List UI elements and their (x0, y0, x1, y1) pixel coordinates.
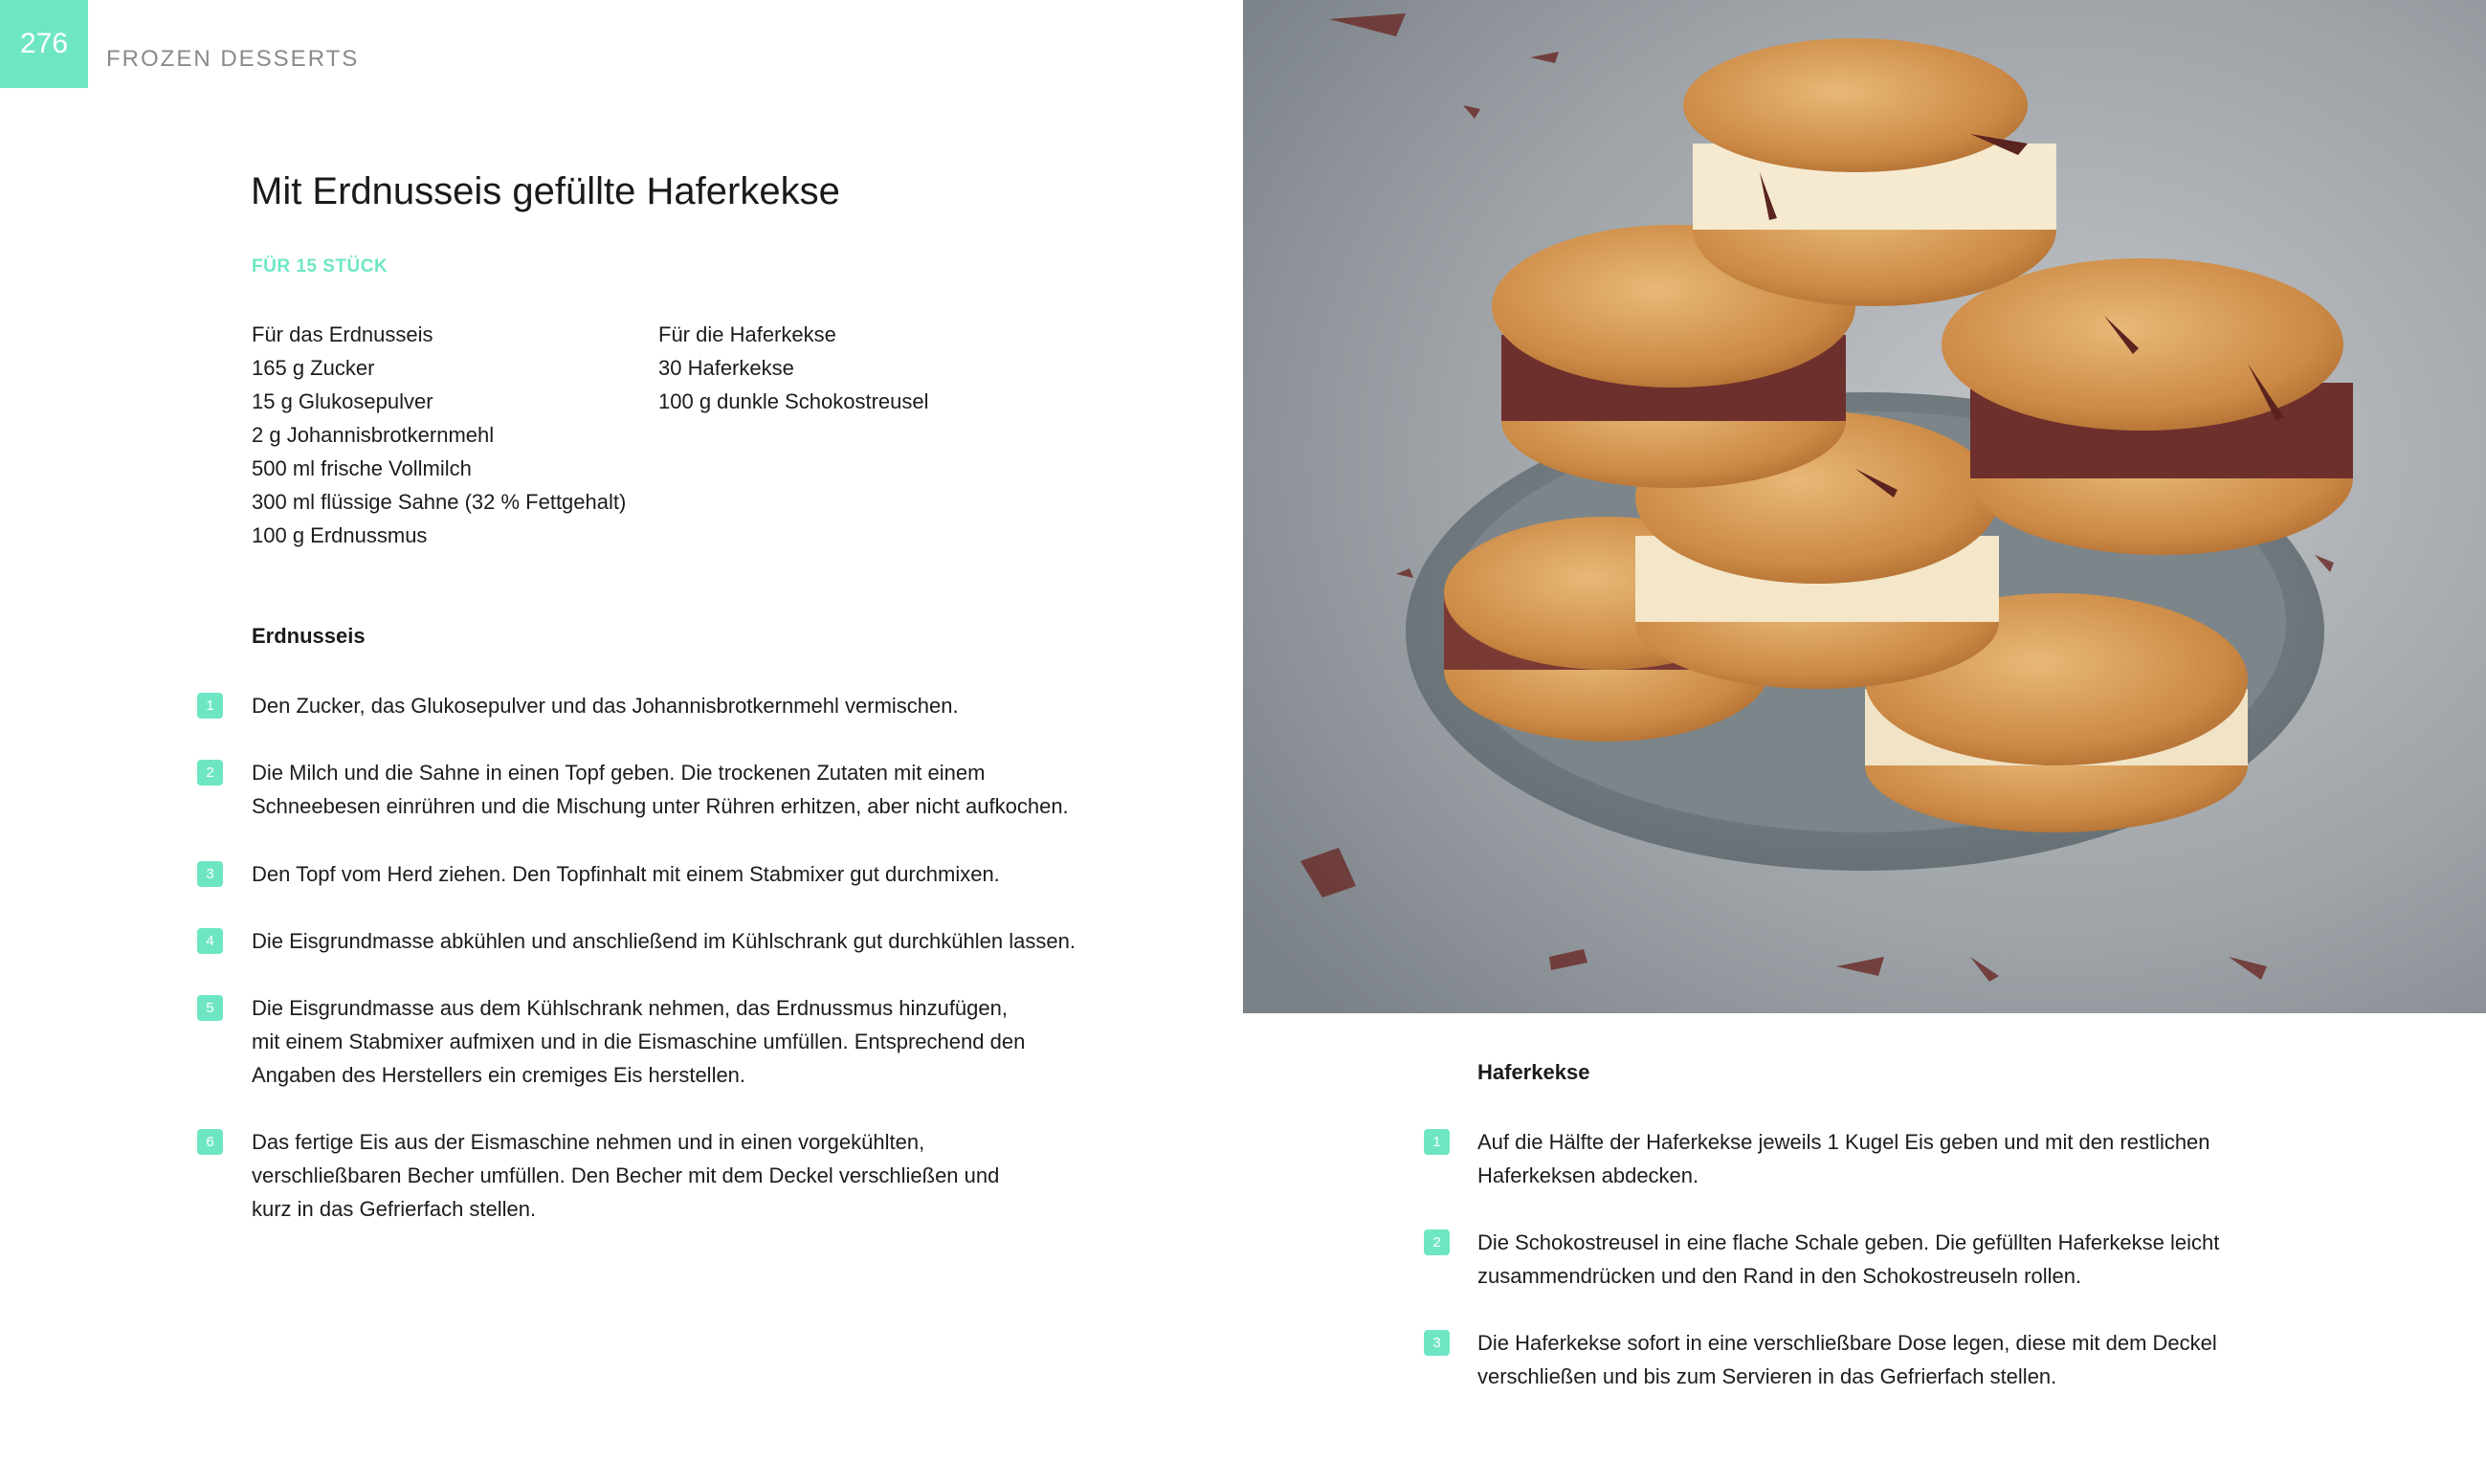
page-number: 276 (19, 28, 69, 59)
step-line: Den Topf vom Herd ziehen. Den Topfinhalt mit einem Stabmixer gut durchmixen. (252, 862, 1000, 886)
ingredient-item: 100 g Erdnussmus (252, 523, 428, 547)
ingredient-item: 500 ml frische Vollmilch (252, 456, 472, 480)
step-line: Auf die Hälfte der Haferkekse jeweils 1 Kugel Eis geben und mit den restlichen (1477, 1130, 2210, 1154)
ingredient-item: 2 g Johannisbrotkernmehl (252, 423, 495, 447)
ingredient-item: 100 g dunkle Schokostreusel (658, 389, 929, 413)
step-text (1477, 1125, 2210, 1192)
step-number-badge: 6 (197, 1129, 223, 1155)
ingredients-heading: Für die Haferkekse (658, 322, 836, 346)
subsection-heading-erdnusseis: Erdnusseis (252, 624, 366, 648)
step-line: kurz in das Gefrierfach stellen. (252, 1197, 537, 1221)
step-text (252, 924, 1076, 958)
section-title: FROZEN DESSERTS (106, 46, 360, 72)
step-number-badge: 4 (197, 928, 223, 954)
step-text (252, 991, 1025, 1092)
step-line: Die Milch und die Sahne in einen Topf geben. Die trockenen Zutaten mit einem (252, 761, 986, 785)
ingredients-column-cookies (658, 318, 1041, 418)
ingredient-item: 30 Haferkekse (658, 356, 794, 380)
step-line: Den Zucker, das Glukosepulver und das Johannisbrotkernmehl vermischen. (252, 694, 959, 718)
step-number-badge: 5 (197, 995, 223, 1021)
step-number-badge: 1 (1424, 1129, 1450, 1155)
cookie-sandwich-photo (1243, 0, 2486, 1013)
subsection-heading-haferkekse: Haferkekse (1477, 1060, 1590, 1084)
step-text (1477, 1326, 2217, 1393)
recipe-photo (1243, 0, 2486, 1013)
step-line: Das fertige Eis aus der Eismaschine nehmen und in einen vorgekühlten, (252, 1130, 925, 1154)
ingredient-item: 15 g Glukosepulver (252, 389, 433, 413)
step-line: mit einem Stabmixer aufmixen und in die Eismaschine umfüllen. Entsprechend den (252, 1030, 1026, 1053)
page-number-tab (0, 0, 88, 88)
ingredients-column-ice-cream (252, 318, 634, 552)
step-number-badge: 2 (197, 760, 223, 786)
step-line: verschließen und bis zum Servieren in das Gefrierfach stellen. (1477, 1364, 2057, 1388)
ingredient-item: 300 ml flüssige Sahne (32 % Fettgehalt) (252, 490, 627, 514)
step-line: Die Eisgrundmasse abkühlen und anschließend im Kühlschrank gut durchkühlen lassen. (252, 929, 1076, 953)
step-line: zusammendrücken und den Rand in den Schokostreuseln rollen. (1477, 1264, 2082, 1288)
step-text (252, 689, 959, 722)
servings-label: FÜR 15 STÜCK (252, 256, 388, 277)
step-text (252, 756, 1069, 823)
step-text (1477, 1226, 2219, 1293)
step-line: Haferkeksen abdecken. (1477, 1163, 1699, 1187)
ingredients-heading: Für das Erdnusseis (252, 322, 433, 346)
step-text (252, 1125, 999, 1226)
ingredient-item: 165 g Zucker (252, 356, 375, 380)
step-line: Schneebesen einrühren und die Mischung unter Rühren erhitzen, aber nicht aufkochen. (252, 794, 1069, 818)
step-number-badge: 3 (197, 861, 223, 887)
step-line: verschließbaren Becher umfüllen. Den Becher mit dem Deckel verschließen und (252, 1163, 1000, 1187)
step-text (252, 857, 1000, 891)
step-number-badge: 3 (1424, 1330, 1450, 1356)
step-number-badge: 1 (197, 693, 223, 719)
step-line: Angaben des Herstellers ein cremiges Eis herstellen. (252, 1063, 746, 1087)
step-line: Die Haferkekse sofort in eine verschließbare Dose legen, diese mit dem Deckel (1477, 1331, 2217, 1355)
recipe-title: Mit Erdnusseis gefüllte Haferkekse (251, 170, 840, 212)
step-line: Die Schokostreusel in eine flache Schale geben. Die gefüllten Haferkekse leicht (1477, 1230, 2220, 1254)
step-number-badge: 2 (1424, 1229, 1450, 1255)
step-line: Die Eisgrundmasse aus dem Kühlschrank nehmen, das Erdnussmus hinzufügen, (252, 996, 1008, 1020)
